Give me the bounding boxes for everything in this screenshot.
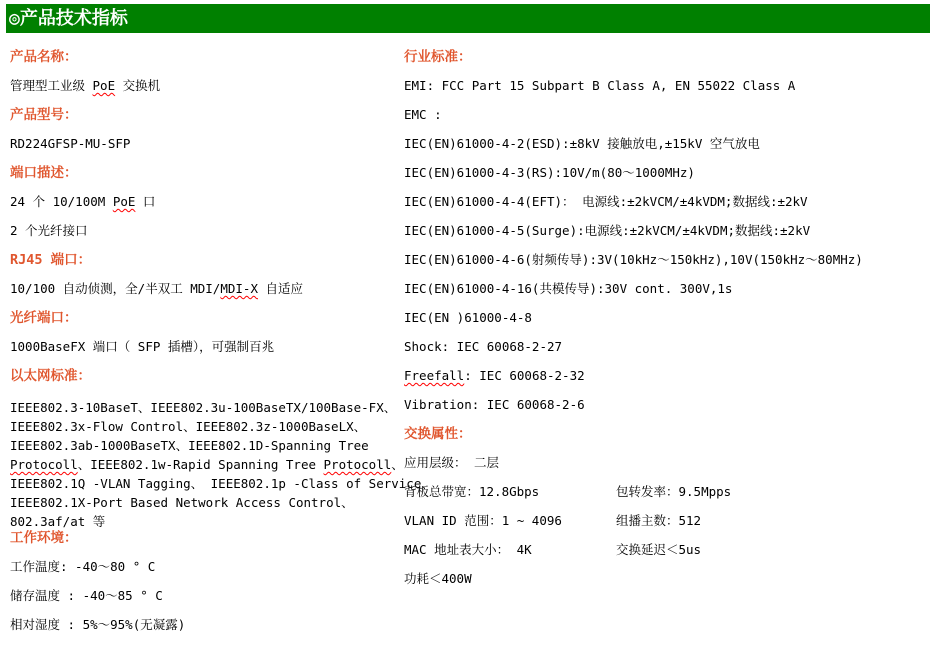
misspelled-word: PoE	[112, 194, 136, 209]
section-heading: RJ45 端口：	[10, 252, 92, 268]
spec-section	[10, 368, 434, 531]
spec-value: VLAN ID 范围：1 ~ 4096	[404, 513, 562, 528]
section-heading: 交换属性：	[404, 426, 472, 442]
section-heading: 工作环境：	[10, 530, 78, 546]
spec-section	[10, 311, 402, 354]
spec-line: Freefall: IEC 60068-2-32	[404, 368, 585, 383]
spec-line: Vibration: IEC 60068-2-6	[404, 397, 585, 412]
spec-section	[10, 253, 402, 296]
spec-value: MAC 地址表大小： 4K	[404, 542, 532, 557]
spec-value: 交换延迟＜5us	[616, 542, 702, 557]
spec-line: IEEE802.3x-Flow Control、IEEE802.3z-1000BaseLX、	[10, 419, 367, 434]
spec-value: 背板总带宽：12.8Gbps	[404, 484, 540, 499]
section-heading: 产品型号：	[10, 107, 78, 123]
spec-line: 2 个光纤接口	[10, 223, 88, 238]
spec-line: 10/100 自动侦测，全/半双工 MDI/MDI-X 自适应	[10, 281, 304, 296]
spec-line: EMI: FCC Part 15 Subpart B Class A, EN 55022 Class A	[404, 78, 796, 93]
misspelled-word: MDI-X	[220, 281, 258, 296]
spec-line: IEC(EN)61000-4-2(ESD):±8kV 接触放电,±15kV 空气放电	[404, 136, 760, 151]
misspelled-word: PoE	[92, 78, 116, 93]
misspelled-word: Freefall	[404, 368, 465, 383]
spec-line: IEC(EN)61000-4-4(EFT)： 电源线:±2kVCM/±4kVDM;数据线:±2kV	[404, 194, 808, 209]
spec-line: IEEE802.1Q -VLAN Tagging、 IEEE802.1p -Class of Service、	[10, 476, 434, 491]
section-heading: 光纤端口：	[10, 310, 78, 326]
spec-line: IEC(EN)61000-4-6(射频传导):3V(10kHz～150kHz),10V(150kHz～80MHz)	[404, 252, 863, 267]
section-title-bar	[6, 4, 930, 33]
spec-section	[10, 50, 402, 93]
spec-line: IEC(EN)61000-4-16(共模传导):30V cont. 300V,1s	[404, 281, 733, 296]
spec-value: 包转发率：9.5Mpps	[616, 484, 732, 499]
spec-line: 相对湿度 : 5%～95%(无凝露)	[10, 617, 186, 632]
page-title: ◎产品技术指标	[9, 8, 128, 29]
spec-line: Shock: IEC 60068-2-27	[404, 339, 563, 354]
spec-section	[10, 531, 402, 632]
spec-line: 1000BaseFX 端口（ SFP 插槽），可强制百兆	[10, 339, 275, 354]
spec-line: 工作温度: -40～80 ° C	[10, 559, 156, 574]
spec-line: IEEE802.3-10BaseT、IEEE802.3u-100BaseTX/100Base-FX、	[10, 400, 397, 415]
spec-line: 24 个 10/100M PoE 口	[10, 194, 156, 209]
spec-line: IEC(EN)61000-4-3(RS):10V/m(80～1000MHz)	[404, 165, 695, 180]
spec-line: 应用层级： 二层	[404, 455, 500, 470]
section-heading: 产品名称：	[10, 49, 78, 65]
spec-value: 组播主数：512	[616, 513, 702, 528]
section-heading: 端口描述：	[10, 165, 78, 181]
spec-line-pair	[404, 543, 938, 557]
spec-line-pair	[404, 485, 938, 499]
spec-section	[10, 166, 402, 238]
spec-line: RD224GFSP-MU-SFP	[10, 136, 131, 151]
right-column	[404, 50, 938, 601]
section-heading: 以太网标准：	[10, 368, 91, 384]
section-heading: 行业标准：	[404, 49, 472, 65]
spec-section	[404, 50, 938, 412]
spec-line: IEC(EN)61000-4-5(Surge):电源线:±2kVCM/±4kVDM;数据线:±2kV	[404, 223, 811, 238]
spec-line-pair	[404, 514, 938, 528]
spec-line: 功耗＜400W	[404, 571, 472, 586]
spec-section	[404, 427, 938, 586]
spec-line: Protocoll、IEEE802.1w-Rapid Spanning Tree Protocoll、	[10, 457, 404, 472]
spec-line: IEEE802.3ab-1000BaseTX、IEEE802.1D-Spanning Tree	[10, 438, 369, 453]
spec-line: 802.3af/at 等	[10, 514, 106, 529]
spec-section	[10, 108, 402, 151]
misspelled-word: Protocoll	[323, 457, 392, 472]
misspelled-word: Protocoll	[10, 457, 78, 472]
spec-line: EMC :	[404, 107, 442, 122]
spec-line: 储存温度 : -40～85 ° C	[10, 588, 163, 603]
spec-line: IEC(EN )61000-4-8	[404, 310, 532, 325]
spec-line: 管理型工业级 PoE 交换机	[10, 78, 161, 93]
spec-line: IEEE802.1X-Port Based Network Access Control、	[10, 495, 354, 510]
